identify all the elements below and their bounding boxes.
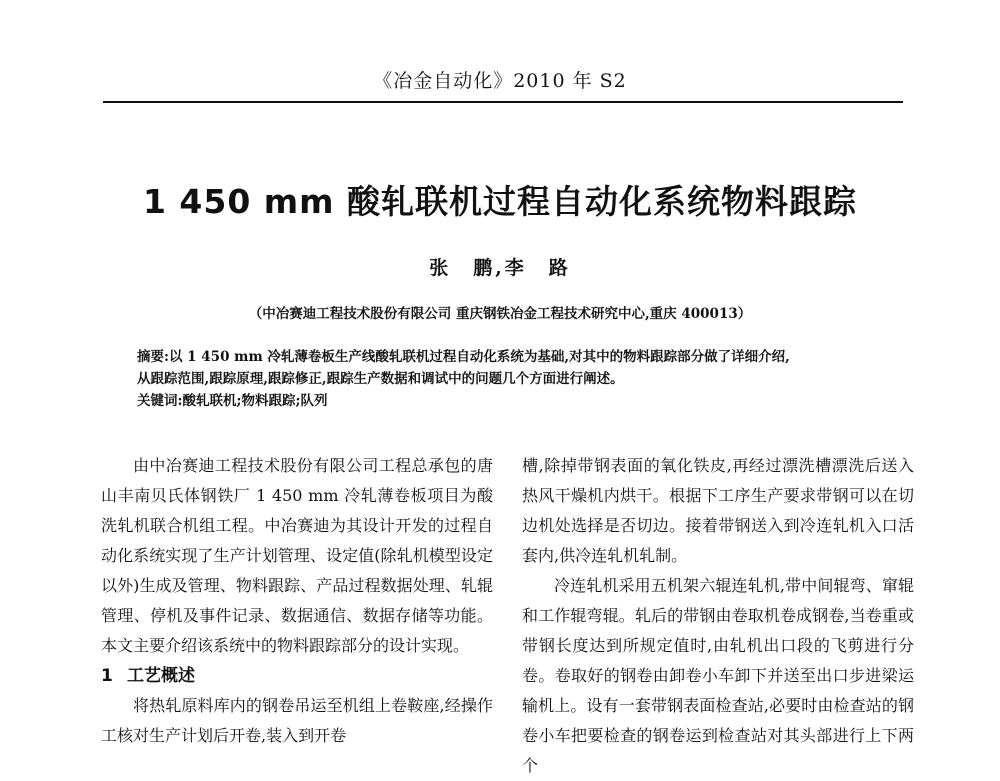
continued-paragraph: 槽,除掉带钢表面的氧化铁皮,再经过漂洗槽漂洗后送入热风干燥机内烘干。根据下工序生产要求带钢可以在切边机处选择是否切边。接着带钢送入到冷连轧机入口活套内,供冷连轧机轧制。 <box>522 456 914 565</box>
abstract-block <box>137 346 897 412</box>
left-column <box>101 451 493 751</box>
paper-title: 1 450 mm 酸轧联机过程自动化系统物料跟踪 <box>142 182 858 221</box>
intro-paragraph: 由中冶赛迪工程技术股份有限公司工程总承包的唐山丰南贝氏体钢铁厂 1 450 mm 冷轧薄卷板项目为酸洗轧机联合机组工程。中冶赛迪为其设计开发的过程自动化系统实现了生产计划管理、设定值(除轧机模型设定以外)生成及管理、物料跟踪、产品过程数据处理、轧辊管理、停机及事件记录、数据通信、数据存储等功能。本文主要介绍该系统中的物料跟踪部分的设计实现。 <box>101 456 493 655</box>
header-rule <box>103 101 903 103</box>
section-title: 工艺概述 <box>127 666 195 686</box>
abstract-line-2: 从跟踪范围,跟踪原理,跟踪修正,跟踪生产数据和调试中的问题几个方面进行阐述。 <box>137 371 624 387</box>
journal-header: 《冶金自动化》2010 年 S2 <box>373 70 627 92</box>
section-heading <box>101 661 493 691</box>
rolling-paragraph: 冷连轧机采用五机架六辊连轧机,带中间辊弯、窜辊和工作辊弯辊。轧后的带钢由卷取机卷成钢卷,当卷重或带钢长度达到所规定值时,由轧机出口段的飞剪进行分卷。卷取好的钢卷由卸卷小车卸下并送至出口步进梁运输机上。设有一套带钢表面检查站,必要时由检查站的钢卷小车把要检查的钢卷运到检查站对其头部进行上下两个 <box>522 576 914 775</box>
abstract-line-1: 摘要:以 1 450 mm 冷轧薄卷板生产线酸轧联机过程自动化系统为基础,对其中的物料跟踪部分做了详细介绍, <box>137 349 790 365</box>
affiliation: （中冶赛迪工程技术股份有限公司 重庆钢铁冶金工程技术研究中心,重庆 400013） <box>248 306 752 322</box>
section-number: 1 <box>101 666 113 686</box>
authors: 张 鹏,李 路 <box>429 257 571 279</box>
right-column <box>522 451 914 781</box>
keywords: 关键词:酸轧联机;物料跟踪;队列 <box>137 393 328 409</box>
process-paragraph: 将热轧原料库内的钢卷吊运至机组上卷鞍座,经操作工核对生产计划后开卷,装入到开卷 <box>101 696 493 745</box>
